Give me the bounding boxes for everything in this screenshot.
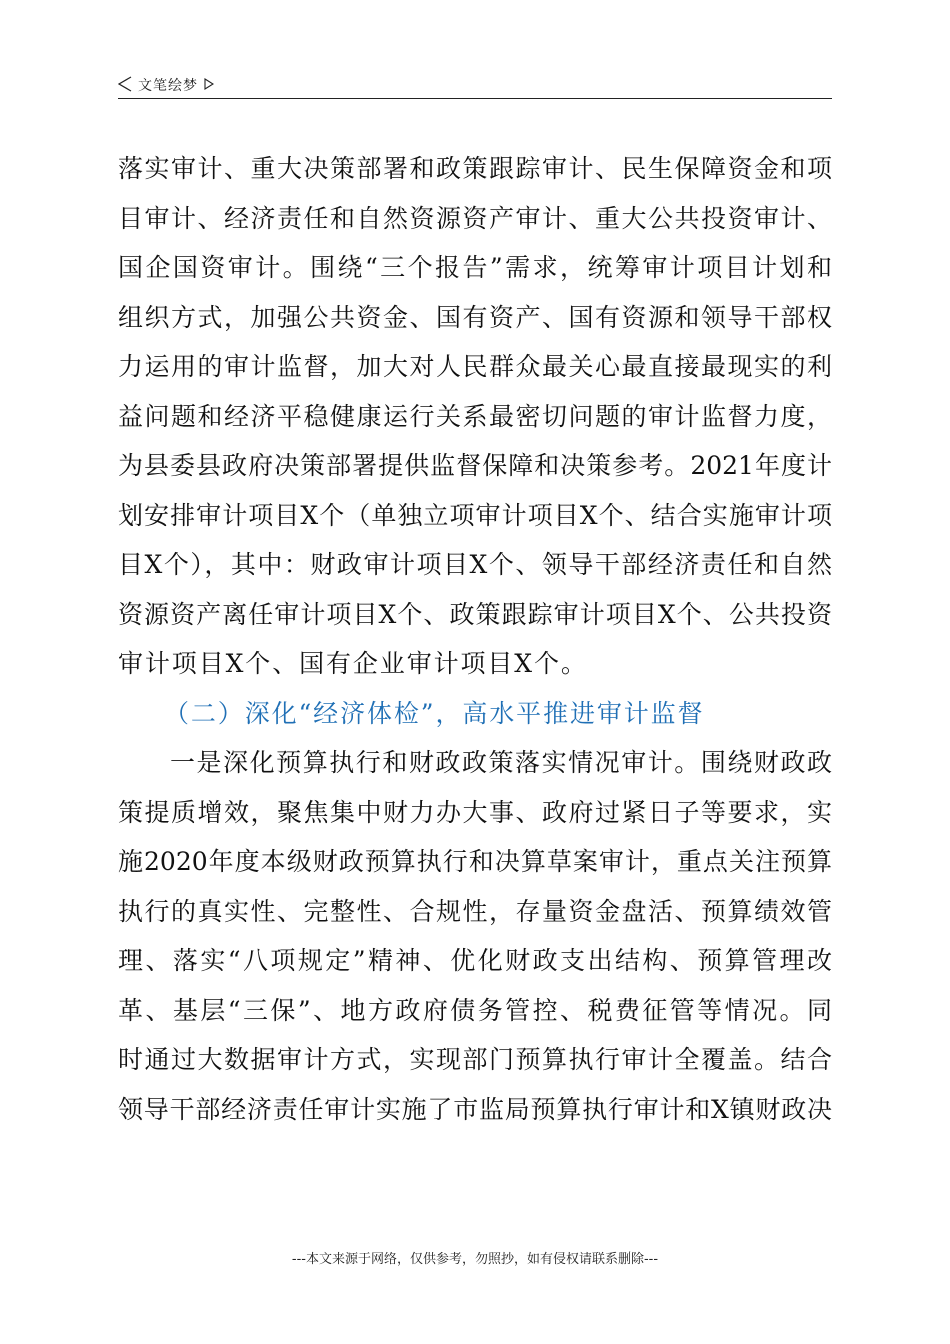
body-line: 国企国资审计。围绕“三个报告”需求，统筹审计项目计划和 bbox=[118, 253, 832, 282]
play-triangle-icon bbox=[204, 78, 214, 90]
body-line: 组织方式，加强公共资金、国有资产、国有资源和领导干部权 bbox=[118, 302, 832, 332]
body-line: 目X个），其中：财政审计项目X个、领导干部经济责任和自然 bbox=[118, 550, 832, 579]
body-line: 资源资产离任审计项目X个、政策跟踪审计项目X个、公共投资 bbox=[118, 599, 832, 629]
body-line: 革、基层“三保”、地方政府债务管控、税费征管等情况。同 bbox=[118, 995, 832, 1025]
body-line: 力运用的审计监督，加大对人民群众最关心最直接最现实的利 bbox=[118, 352, 832, 381]
body-line: 施2020年度本级财政预算执行和决算草案审计，重点关注预算 bbox=[118, 847, 832, 876]
body-line: 益问题和经济平稳健康运行关系最密切问题的审计监督力度， bbox=[118, 401, 832, 431]
body-line: 目审计、经济责任和自然资源资产审计、重大公共投资审计、 bbox=[118, 203, 832, 233]
section-heading: （二）深化“经济体检”，高水平推进审计监督 bbox=[164, 698, 705, 728]
body-line: 策提质增效，聚焦集中财力办大事、政府过紧日子等要求，实 bbox=[118, 797, 832, 827]
body-line: 理、落实“八项规定”精神、优化财政支出结构、预算管理改 bbox=[118, 946, 832, 975]
header-brand: 文笔绘梦 bbox=[138, 78, 198, 94]
header-divider bbox=[118, 98, 832, 99]
page-header bbox=[118, 72, 832, 98]
body-line: 执行的真实性、完整性、合规性，存量资金盘活、预算绩效管 bbox=[118, 896, 832, 926]
chevron-left-icon bbox=[118, 76, 132, 92]
body-line: 划安排审计项目X个（单独立项审计项目X个、结合实施审计项 bbox=[118, 500, 832, 530]
body-line: 领导干部经济责任审计实施了市监局预算执行审计和X镇财政决 bbox=[118, 1094, 832, 1124]
document-body bbox=[118, 144, 832, 1134]
body-line: 审计项目X个、国有企业审计项目X个。 bbox=[118, 649, 588, 678]
body-line: 时通过大数据审计方式，实现部门预算执行审计全覆盖。结合 bbox=[118, 1045, 832, 1074]
body-line: 落实审计、重大决策部署和政策跟踪审计、民生保障资金和项 bbox=[118, 154, 832, 183]
body-line: 一是深化预算执行和财政政策落实情况审计。围绕财政政 bbox=[170, 748, 832, 777]
body-line: 为县委县政府决策部署提供监督保障和决策参考。2021年度计 bbox=[118, 451, 832, 480]
page-footer-notice: ---本文来源于网络，仅供参考，勿照抄，如有侵权请联系删除--- bbox=[291, 1252, 659, 1267]
